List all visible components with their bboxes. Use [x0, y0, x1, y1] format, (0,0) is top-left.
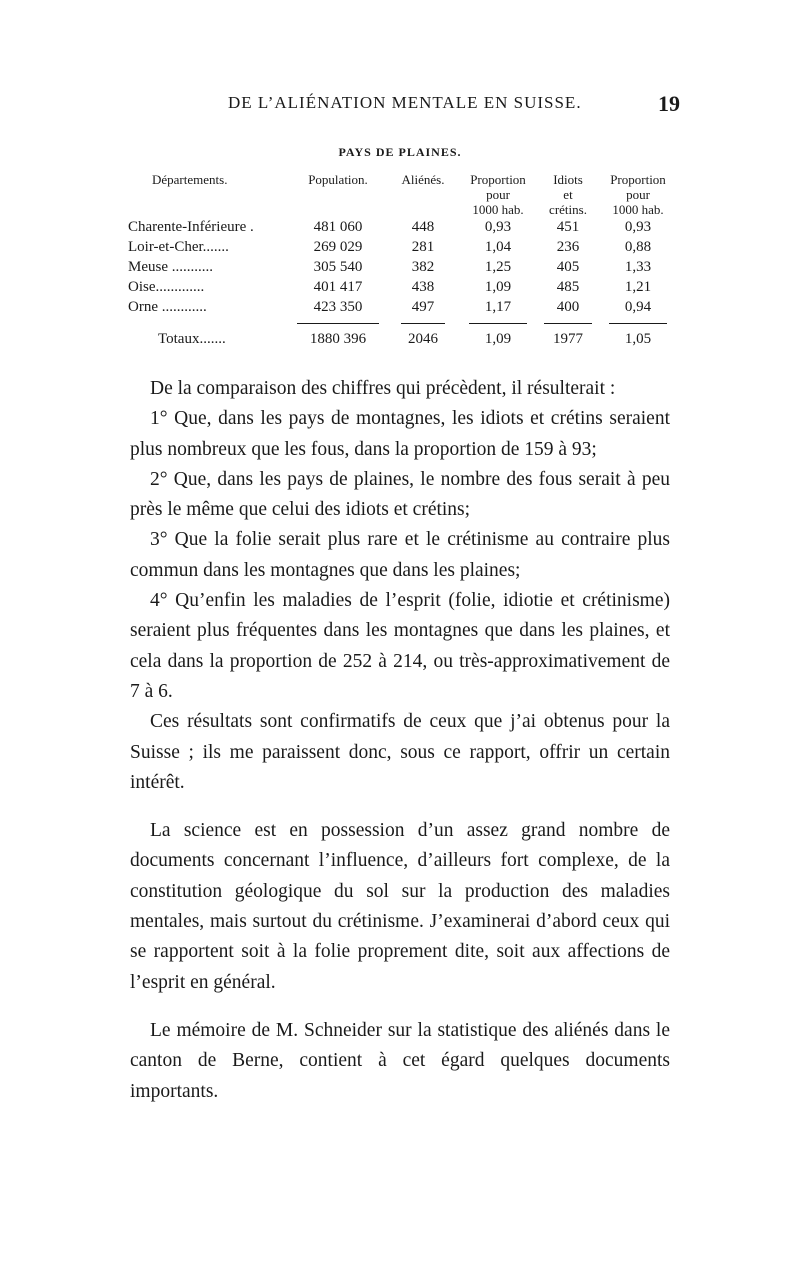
cell-department: Loir-et-Cher.......: [128, 239, 229, 255]
running-title: DE L’ALIÉNATION MENTALE EN SUISSE.: [228, 93, 582, 112]
cell-idiots: 485: [556, 279, 580, 295]
table-header-row: [128, 172, 678, 217]
cell-population: 305 540: [313, 259, 363, 275]
cell-idiots: 405: [556, 259, 580, 275]
table-row: [128, 217, 678, 237]
paragraph: Le mémoire de M. Schneider sur la statistique des aliénés dans le canton de Berne, contient à cet égard quelques documents importants.: [130, 1019, 670, 1102]
cell-total-proportion: 1,09: [484, 331, 512, 347]
paragraph: 2° Que, dans les pays de plaines, le nombre des fous serait à peu près le même que celui des idiots et crétins;: [130, 468, 670, 521]
cell-idiots: 451: [556, 219, 580, 235]
total-rule: [469, 323, 527, 324]
total-rule: [609, 323, 667, 324]
cell-total-alienes: 2046: [408, 331, 438, 347]
cell-proportion: 1,17: [484, 299, 512, 315]
running-head: [130, 93, 680, 117]
cell-proportion: 1,21: [624, 279, 652, 295]
paragraph: Ces résultats sont confirmatifs de ceux que j’ai obtenus pour la Suisse ; ils me paraissent donc, sous ce rapport, offrir un certain intérêt.: [130, 711, 670, 793]
table-title: PAYS DE PLAINES.: [338, 145, 462, 159]
column-header-proportion-alienes: [458, 172, 538, 217]
column-header-population: [288, 172, 388, 217]
header-line: pour: [486, 187, 510, 202]
header-line: 1000 hab.: [612, 202, 664, 217]
cell-alienes: 281: [411, 239, 435, 255]
cell-total-idiots: 1977: [553, 331, 583, 347]
cell-department: Charente-Inférieure .: [128, 219, 254, 235]
cell-department: Orne ............: [128, 299, 207, 315]
header-line: crétins.: [549, 202, 587, 217]
body-text: [130, 374, 670, 1107]
cell-population: 269 029: [313, 239, 363, 255]
total-rule: [297, 323, 379, 324]
cell-department: Oise.............: [128, 279, 205, 295]
cell-population: 401 417: [313, 279, 363, 295]
column-header-idiots: [538, 172, 598, 217]
header-line: Population.: [308, 172, 368, 187]
cell-proportion: 1,09: [484, 279, 512, 295]
cell-idiots: 236: [556, 239, 580, 255]
cell-proportion: 0,93: [484, 219, 512, 235]
cell-alienes: 382: [411, 259, 435, 275]
total-rule: [544, 323, 592, 324]
column-header-proportion-idiots: [598, 172, 678, 217]
cell-alienes: 438: [411, 279, 435, 295]
total-rule-row: [128, 317, 678, 329]
header-line: et: [563, 187, 573, 202]
header-line: pour: [626, 187, 650, 202]
cell-proportion: 0,94: [624, 299, 652, 315]
table-row: [128, 297, 678, 317]
paragraph: 4° Qu’enfin les maladies de l’esprit (folie, idiotie et crétinisme) seraient plus fréquentes dans les montagnes que dans les plaines, et cela dans la proportion de 252 à 214, ou très-approximativement de 7 à 6.: [130, 590, 670, 702]
cell-alienes: 497: [411, 299, 435, 315]
header-line: Départements.: [152, 172, 228, 187]
cell-department: Meuse ...........: [128, 259, 213, 275]
totals-row: [128, 329, 678, 349]
header-line: Proportion: [610, 172, 666, 187]
cell-proportion: 0,93: [624, 219, 652, 235]
column-header-alienes: [388, 172, 458, 217]
table-row: [128, 277, 678, 297]
cell-totals-label: Totaux.......: [158, 331, 226, 347]
paragraph: 3° Que la folie serait plus rare et le crétinisme au contraire plus commun dans les montagnes que dans les plaines;: [130, 529, 670, 581]
statistics-table: [128, 172, 678, 349]
total-rule: [401, 323, 445, 324]
header-line: Proportion: [470, 172, 526, 187]
header-line: Aliénés.: [401, 172, 445, 187]
paragraph: De la comparaison des chiffres qui précèdent, il résulterait :: [150, 378, 616, 399]
cell-proportion: 0,88: [624, 239, 652, 255]
cell-proportion: 1,04: [484, 239, 512, 255]
header-line: 1000 hab.: [472, 202, 524, 217]
paragraph: 1° Que, dans les pays de montagnes, les idiots et crétins seraient plus nombreux que les fous, dans la proportion de 159 à 93;: [130, 408, 670, 460]
cell-total-population: 1880 396: [309, 331, 367, 347]
cell-idiots: 400: [556, 299, 580, 315]
page-number: 19: [658, 91, 680, 116]
table-row: [128, 237, 678, 257]
header-line: Idiots: [553, 172, 583, 187]
column-header-departments: [128, 172, 288, 217]
cell-alienes: 448: [411, 219, 435, 235]
cell-proportion: 1,33: [624, 259, 652, 275]
cell-total-proportion: 1,05: [624, 331, 652, 347]
table-row: [128, 257, 678, 277]
paragraph: La science est en possession d’un assez grand nombre de documents concernant l’influence, d’ailleurs fort complexe, de la constitution géologique du sol sur la production des maladies mentales, mais surtout du crétinisme. J’examinerai d’abord ceux qui se rapportent soit à la folie proprement dite, soit aux affections de l’esprit en général.: [130, 820, 670, 993]
cell-population: 481 060: [313, 219, 363, 235]
cell-population: 423 350: [313, 299, 363, 315]
cell-proportion: 1,25: [484, 259, 512, 275]
